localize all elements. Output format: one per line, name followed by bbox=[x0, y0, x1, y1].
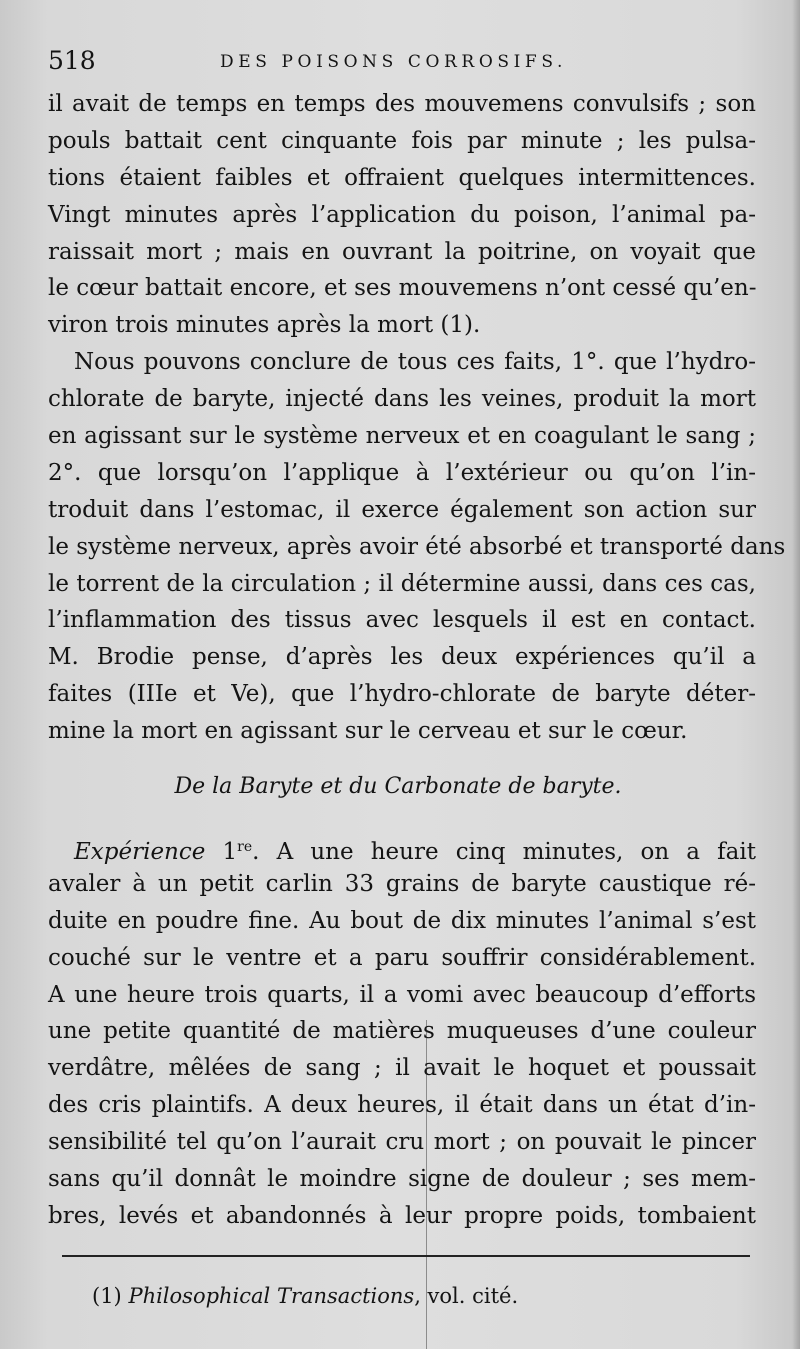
body-text bbox=[48, 86, 786, 750]
running-title: DES POISONS CORROSIFS. bbox=[220, 52, 567, 72]
text-line: sensibilité tel qu’on l’aurait cru mort ; on pouvait le pincer bbox=[48, 1129, 756, 1156]
footnote-title: Philosophical Transactions bbox=[128, 1284, 415, 1308]
running-head bbox=[48, 44, 758, 78]
text-line: sans qu’il donnât le moindre signe de douleur ; ses mem- bbox=[48, 1166, 756, 1193]
text-line: des cris plaintifs. A deux heures, il était dans un état d’in- bbox=[48, 1092, 756, 1119]
text-line: le cœur battait encore, et ses mouvemens n’ont cessé qu’en- bbox=[48, 275, 757, 302]
text-line: 2°. que lorsqu’on l’applique à l’extérieur ou qu’on l’in- bbox=[48, 459, 756, 486]
text-line: une petite quantité de matières muqueuses d’une couleur bbox=[48, 1018, 756, 1045]
text-line: duite en poudre fine. Au bout de dix minutes l’animal s’est bbox=[48, 907, 756, 934]
text-line: tions étaient faibles et offraient quelques intermittences. bbox=[48, 164, 756, 191]
text-line: l’inflammation des tissus avec lesquels il est en contact. bbox=[48, 607, 756, 634]
footnote-rule bbox=[62, 1255, 750, 1257]
text-line: verdâtre, mêlées de sang ; il avait le hoquet et poussait bbox=[48, 1055, 756, 1082]
experiment-label: Expérience bbox=[74, 839, 206, 865]
text-line: troduit dans l’estomac, il exerce également son action sur bbox=[48, 496, 756, 523]
experiment-paragraph bbox=[48, 829, 756, 1235]
text-line: chlorate de baryte, injecté dans les veines, produit la mort bbox=[48, 386, 756, 413]
text-line: A une heure trois quarts, il a vomi avec beaucoup d’efforts bbox=[48, 981, 756, 1008]
text-line: mine la mort en agissant sur le cerveau et sur le cœur. bbox=[48, 718, 688, 745]
text-line: en agissant sur le système nerveux et en coagulant le sang ; bbox=[48, 423, 756, 450]
experiment-ordinal-sup: re bbox=[237, 839, 253, 855]
text-line: il avait de temps en temps des mouvemens convulsifs ; son bbox=[48, 91, 756, 117]
text-line: Nous pouvons conclure de tous ces faits, 1°. que l’hydro- bbox=[74, 349, 756, 376]
text-line: le torrent de la circulation ; il détermine aussi, dans ces cas, bbox=[48, 570, 756, 597]
text-line: pouls battait cent cinquante fois par minute ; les pulsa- bbox=[48, 127, 756, 154]
text-line: viron trois minutes après la mort (1). bbox=[48, 312, 481, 339]
text-line: bres, levés et abandonnés à leur propre poids, tombaient bbox=[48, 1202, 756, 1229]
text-line: M. Brodie pense, d’après les deux expériences qu’il a bbox=[48, 644, 756, 671]
section-title: De la Baryte et du Carbonate de baryte. bbox=[174, 774, 622, 799]
page-edge-shadow bbox=[792, 0, 800, 1349]
text-line bbox=[48, 829, 756, 866]
text-line: couché sur le ventre et a paru souffrir considérablement. bbox=[48, 944, 756, 971]
page-number: 518 bbox=[48, 46, 96, 75]
footnote-marker: (1) bbox=[92, 1284, 122, 1308]
text-line: le système nerveux, après avoir été absorbé et transporté dans bbox=[48, 533, 786, 560]
footnote-rest: , vol. cité. bbox=[414, 1284, 519, 1308]
text-line: avaler à un petit carlin 33 grains de baryte caustique ré- bbox=[48, 870, 756, 897]
text-line: Vingt minutes après l’application du poison, l’animal pa- bbox=[48, 201, 756, 228]
experiment-first-line: . A une heure cinq minutes, on a fait bbox=[252, 839, 756, 865]
text-line: raissait mort ; mais en ouvrant la poitrine, on voyait que bbox=[48, 238, 756, 265]
experiment-ordinal: 1 bbox=[222, 839, 238, 865]
footnote bbox=[92, 1279, 518, 1313]
text-line: faites (IIIe et Ve), que l’hydro-chlorate de baryte déter- bbox=[48, 681, 756, 708]
